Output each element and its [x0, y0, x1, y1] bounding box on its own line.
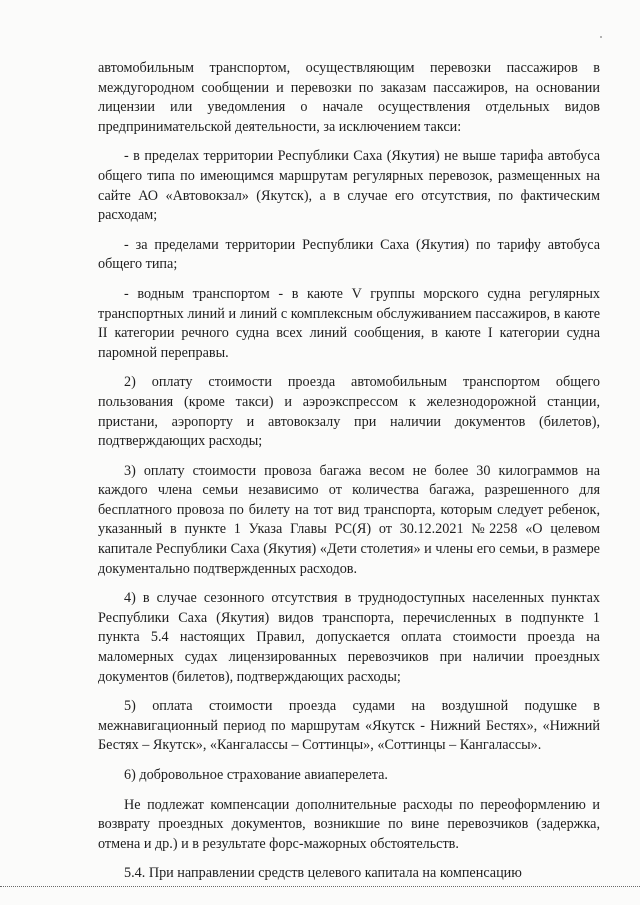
paragraph-water-transport: - водным транспортом - в каюте V группы морского судна регулярных транспортных линий и линий с комплексным обслуживанием пассажиров, в каюте II категории речного судна всех линий сообщения, в каюте I категории судна паромной переправы.: [98, 285, 600, 361]
paragraph-item-2: 2) оплату стоимости проезда автомобильным транспортом общего пользования (кроме такси) и аэроэкспрессом к железнодорожной станции, пристани, аэропорту и автовокзалу при наличии документов (билетов), подтверждающих расходы;: [98, 374, 600, 450]
paragraph-item-4: 4) в случае сезонного отсутствия в труднодоступных населенных пунктах Республики Саха (Якутия) видов транспорта, перечисленных в подпункте 1 пункта 5.4 настоящих Правил, допускается оплата стоимости проезда на маломерных судах лицензированных перевозчиков при наличии проездных документов (билетов), подтверждающих расходы;: [98, 590, 600, 685]
paragraph-within-yakutia: - в пределах территории Республики Саха (Якутия) не выше тарифа автобуса общего типа по имеющимся маршрутам регулярных перевозок, размещенных на сайте АО «Автовокзал» (Якутск), а в случае его отсутствия, по фактическим расходам;: [98, 148, 600, 224]
paragraph-not-compensated: Не подлежат компенсации дополнительные расходы по переоформлению и возврату проездных документов, возникшие по вине перевозчиков (задержка, отмена и др.) и в результате форс-мажорных обстоятельств.: [98, 796, 600, 852]
paragraph-section-5-4: 5.4. При направлении средств целевого капитала на компенсацию: [124, 865, 522, 882]
paragraph-intro: автомобильным транспортом, осуществляющим перевозки пассажиров в междугородном сообщении и перевозки по заказам пассажиров, на основании лицензии или уведомления о начале осуществления отдельных видов предпринимательской деятельности, за исключением такси:: [98, 60, 600, 135]
scan-edge-line: [0, 886, 640, 888]
document-body: [98, 59, 600, 894]
paragraph-item-3: 3) оплату стоимости провоза багажа весом не более 30 килограммов на каждого члена семьи независимо от количества багажа, разрешенного для бесплатного провоза по билету на тот вид транспорта, которым следует ребенок, указанный в пункте 1 Указа Главы РС(Я) от 30.12.2021 №2258 «О целевом капитале Республики Саха (Якутия) «Дети столетия» и члены его семьи, в размере документально подтвержденных расходов.: [98, 462, 600, 577]
paragraph-item-6: 6) добровольное страхование авиаперелета.: [124, 767, 388, 783]
paragraph-outside-yakutia: - за пределами территории Республики Саха (Якутия) по тарифу автобуса общего типа;: [98, 236, 600, 273]
scan-speck: [600, 36, 602, 38]
paragraph-item-5: 5) оплата стоимости проезда судами на воздушной подушке в межнавигационный период по маршрутам «Якутск - Нижний Бестях», «Нижний Бестях – Якутск», «Кангалассы – Соттинцы», «Соттинцы – Кангалассы».: [98, 698, 600, 754]
